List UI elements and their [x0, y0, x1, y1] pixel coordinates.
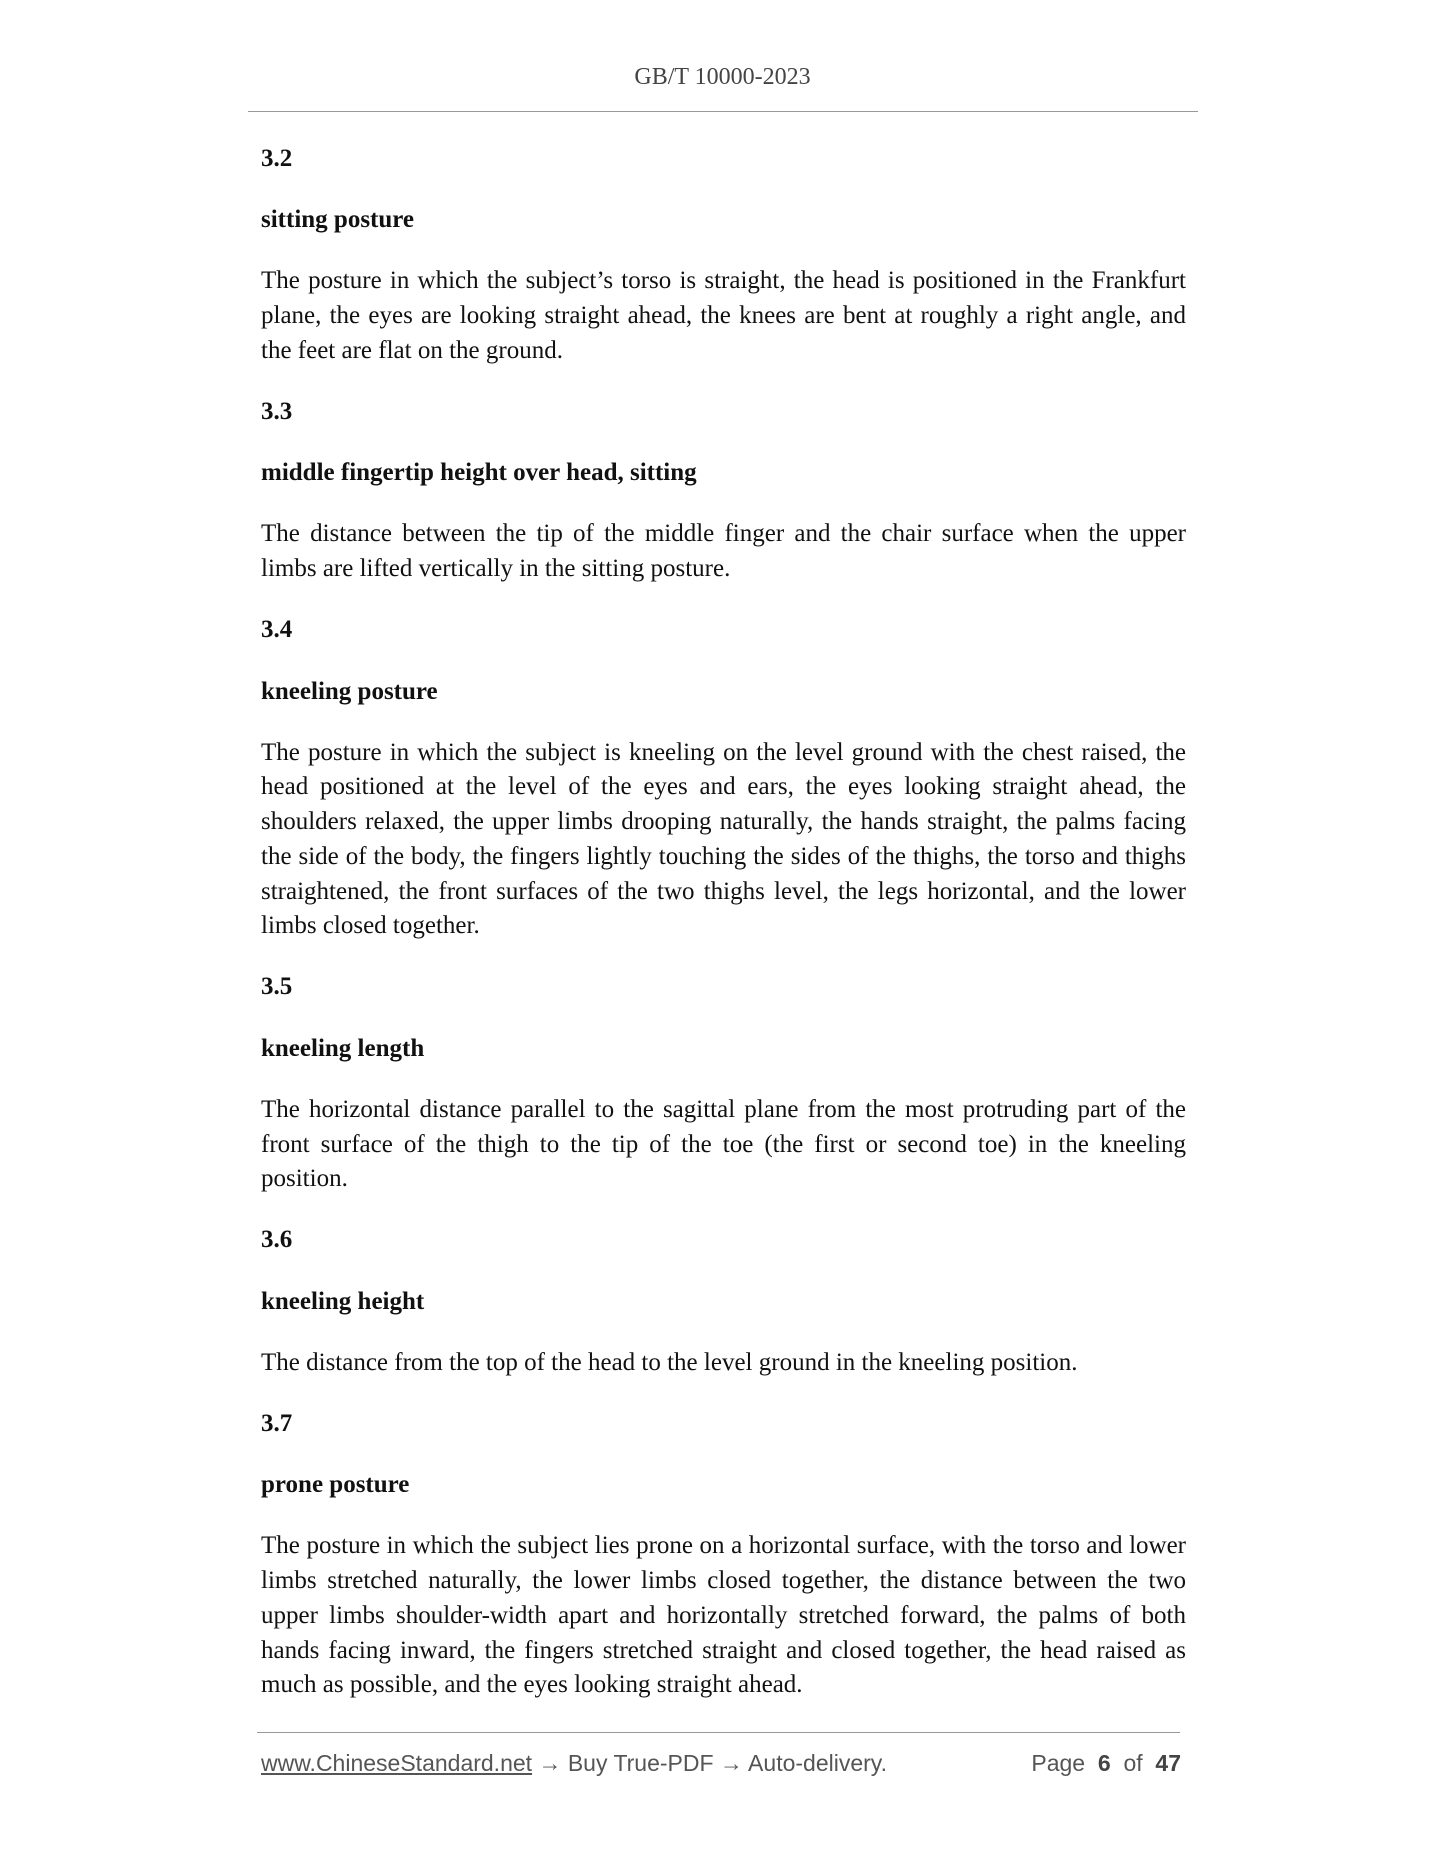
term-definition: The posture in which the subject’s torso is straight, the head is positioned in the Frankfurt plane, the eyes are looking straight ahead, the knees are bent at roughly a right angle, and the feet are flat on the ground. — [261, 267, 1186, 364]
section-number: 3.3 — [261, 398, 293, 426]
current-page: 6 — [1097, 1750, 1111, 1776]
of-label: of — [1123, 1750, 1143, 1776]
section-number: 3.4 — [261, 616, 293, 644]
term-definition: The horizontal distance parallel to the sagittal plane from the most protruding part of the front surface of the thigh to the tip of the toe (the first or second toe) in the kneeling position. — [261, 1095, 1186, 1193]
term-heading: kneeling length — [261, 1034, 425, 1062]
section-number: 3.6 — [261, 1226, 293, 1254]
term-definition: The distance from the top of the head to the level ground in the kneeling position. — [261, 1348, 1078, 1376]
page-footer — [261, 1750, 1181, 1777]
term-definition: The distance between the tip of the middle finger and the chair surface when the upper limbs are lifted vertically in the sitting posture. — [261, 520, 1186, 583]
term-heading: sitting posture — [261, 206, 415, 234]
term-heading: kneeling height — [261, 1287, 425, 1315]
running-header: GB/T 10000-2023 — [634, 64, 811, 90]
page-indicator — [1031, 1750, 1181, 1777]
total-pages: 47 — [1155, 1750, 1181, 1776]
document-body — [261, 142, 1186, 1730]
page-label: Page — [1031, 1750, 1086, 1776]
header-divider — [248, 111, 1198, 112]
term-heading: middle fingertip height over head, sitting — [261, 459, 697, 487]
section-number: 3.2 — [261, 145, 293, 172]
term-definition: The posture in which the subject is kneeling on the level ground with the chest raised, the head positioned at the level of the eyes and ears, the eyes looking straight ahead, the shoulders relaxed, the upper limbs drooping naturally, the hands straight, the palms facing the side of the body, the fingers lightly touching the sides of the thighs, the torso and thighs straightened, the front surfaces of the two thighs level, the legs horizontal, and the lower limbs closed together. — [261, 738, 1186, 940]
footer-tagline: → Buy True-PDF → Auto-delivery. — [532, 1750, 887, 1776]
website-link[interactable]: www.ChineseStandard.net — [261, 1750, 533, 1776]
section-number: 3.5 — [261, 973, 293, 1001]
footer-divider — [257, 1732, 1180, 1733]
term-heading: prone posture — [261, 1471, 410, 1499]
term-heading: kneeling posture — [261, 677, 438, 705]
section-number: 3.7 — [261, 1410, 293, 1438]
term-definition: The posture in which the subject lies prone on a horizontal surface, with the torso and lower limbs stretched naturally, the lower limbs closed together, the distance between the two upper limbs shoulder-width apart and horizontally stretched forward, the palms of both hands facing inward, the fingers stretched straight and closed together, the head raised as much as possible, and the eyes looking straight ahead. — [261, 1532, 1186, 1699]
